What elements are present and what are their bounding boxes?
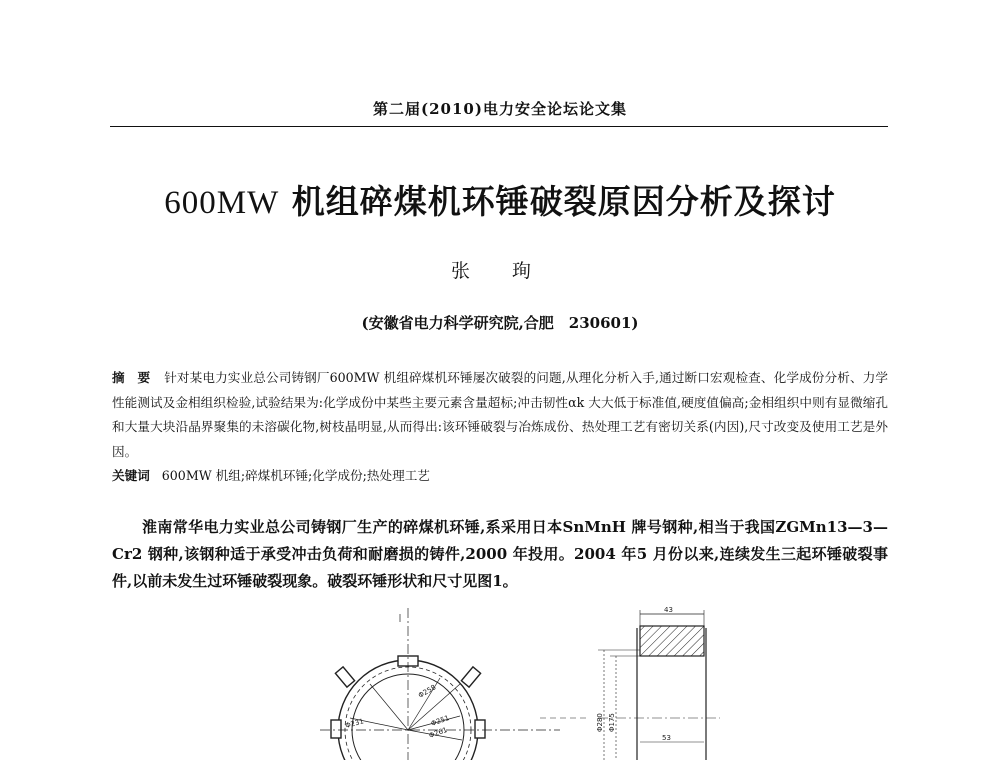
dim-d175: Φ175	[608, 713, 616, 732]
header-rule	[110, 126, 888, 127]
running-head: 第二届(2010)电力安全论坛论文集	[373, 100, 627, 118]
dim-d231: Φ231	[344, 717, 365, 730]
paper-title	[0, 176, 1000, 223]
figure-1-ring-hammer-drawing	[0, 600, 1000, 760]
dim-d251: Φ251	[429, 713, 451, 728]
dim-43: 43	[664, 606, 673, 614]
abstract-label: 摘 要	[112, 370, 151, 385]
title-cjk: 机组碎煤机环锤破裂原因分析及探讨	[291, 182, 836, 221]
body-paragraph: 淮南常华电力实业总公司铸钢厂生产的碎煤机环锤,系采用日本SnMnH 牌号钢种,相当于我国ZGMn13—3—Cr2 钢种,该钢种适于承受冲击负荷和耐磨损的铸件,2000 年投用。2004 年5 月份以来,连续发生三起环锤破裂事件,以前未发生过环锤破裂现象。破裂环锤形状和尺寸见图1。	[112, 518, 888, 590]
author-name: 张 珣	[450, 260, 550, 282]
abstract-text: 针对某电力实业总公司铸钢厂600MW 机组碎煤机环锤屡次破裂的问题,从理化分析入手,通过断口宏观检查、化学成份分析、力学性能测试及金相组织检验,试验结果为:化学成份中某些主要元素含量超标;冲击韧性αk 大大低于标准值,硬度值偏高;金相组织中则有显微缩孔和大量大块沿晶界聚集的未溶碳化物,树枝晶明显,从而得出:该环锤破裂与冶炼成份、热处理工艺有密切关系(内因),尺寸改变及使用工艺是外因。	[112, 370, 889, 459]
affiliation: (安徽省电力科学研究院,合肥 230601)	[361, 314, 639, 332]
ring-dimension-labels	[344, 683, 450, 740]
title-latin: 600MW	[164, 185, 280, 221]
keywords-label: 关键词	[112, 468, 150, 483]
dim-53: 53	[662, 734, 671, 742]
dim-d280: Φ280	[596, 713, 604, 732]
dim-d258: Φ258	[417, 683, 438, 700]
abstract	[112, 366, 888, 464]
ring-section-view	[540, 610, 720, 760]
keywords	[112, 464, 888, 488]
keywords-text: 600MW 机组;碎煤机环锤;化学成份;热处理工艺	[161, 468, 430, 483]
dim-d261: Φ261	[427, 725, 449, 740]
